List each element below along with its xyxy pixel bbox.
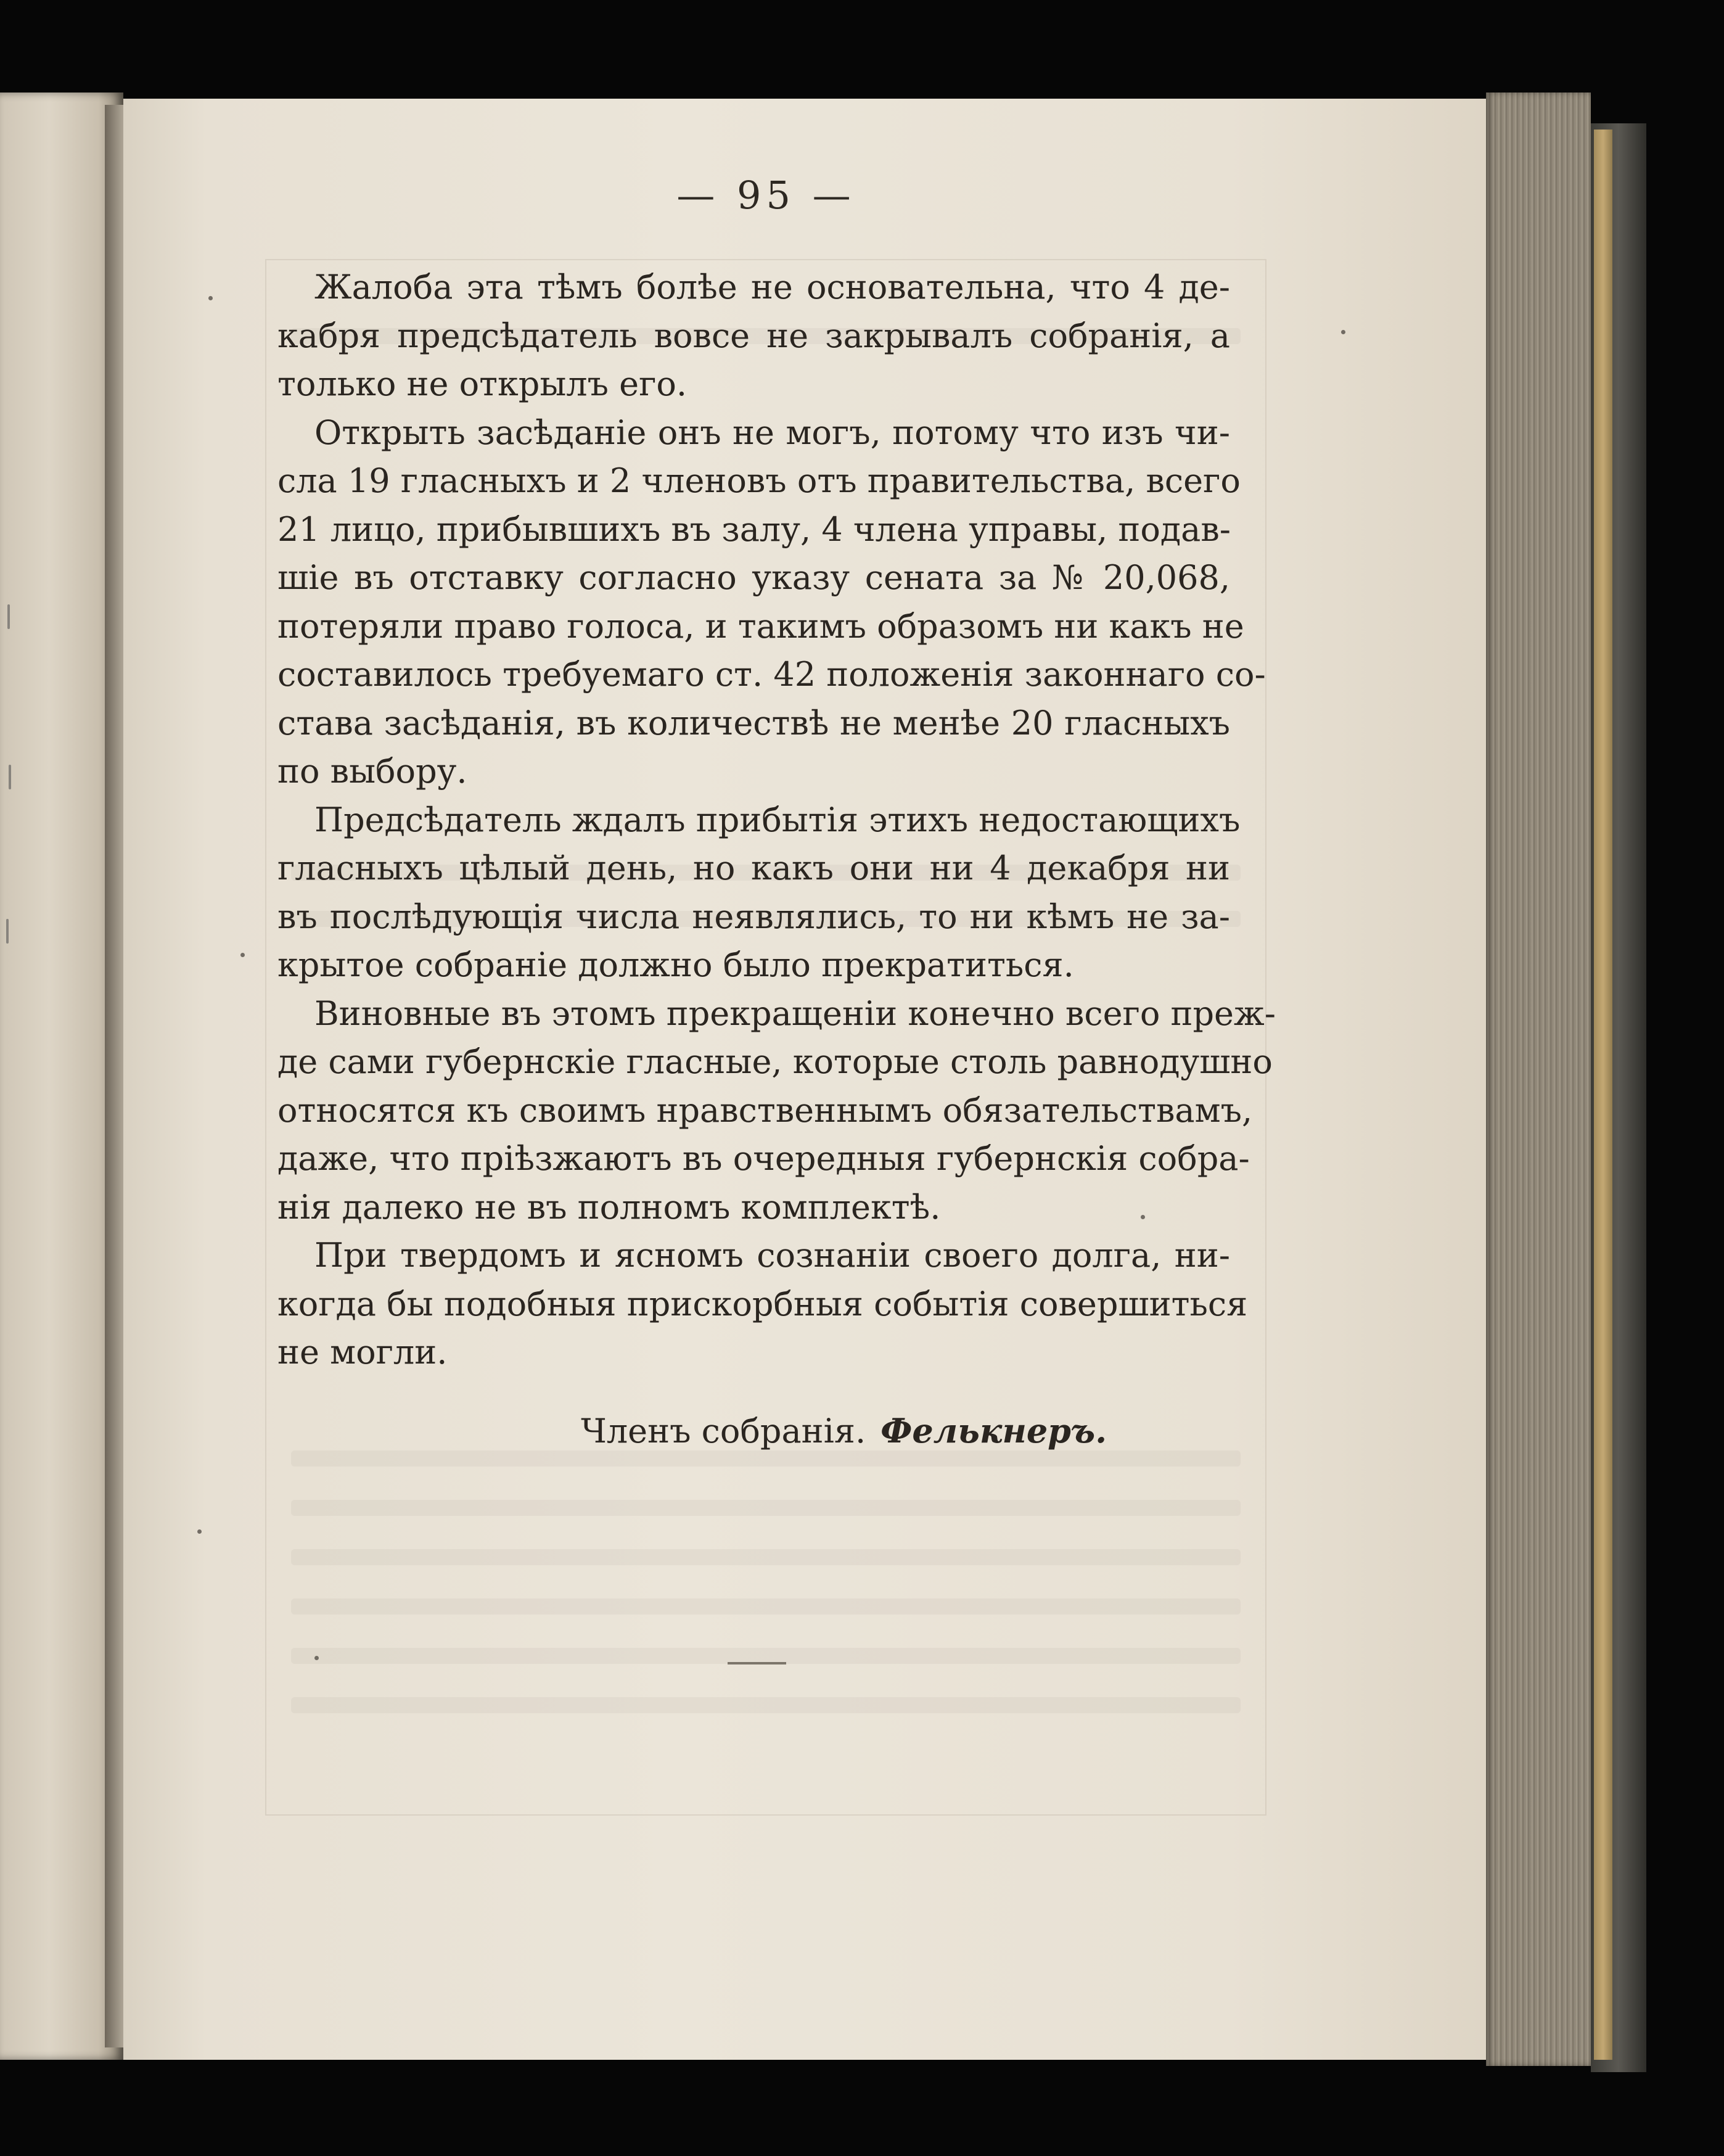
paragraph — [277, 263, 1230, 409]
paragraph — [277, 1232, 1248, 1377]
end-rule — [728, 1662, 786, 1664]
text-line: когда бы подобныя прискорбныя событія совершиться — [277, 1284, 1248, 1323]
text-line: Жалоба эта тѣмъ болѣе не основательна, что 4 де- — [314, 268, 1230, 307]
text-line: кабря предсѣдатель вовсе не закрывалъ собранія, а — [277, 316, 1230, 355]
signature-role: Членъ собранія. — [581, 1411, 866, 1450]
paragraph — [277, 796, 1241, 990]
page-text — [277, 173, 1276, 1450]
text-line: Предсѣдатель ждалъ прибытія этихъ недостающихъ — [314, 800, 1241, 839]
text-line: 21 лицо, прибывшихъ въ залу, 4 члена управы, подав- — [277, 509, 1231, 549]
paper-speck — [314, 1656, 319, 1660]
paper-speck — [240, 953, 245, 957]
text-line: сла 19 гласныхъ и 2 членовъ отъ правительства, всего — [277, 461, 1241, 500]
page-number: — 95 — — [676, 173, 856, 218]
paper-speck — [208, 296, 213, 300]
text-line: нія далеко не въ полномъ комплектѣ. — [277, 1187, 941, 1227]
paragraph — [277, 990, 1276, 1232]
text-line: Виновные въ этомъ прекращеніи конечно всего преж- — [314, 994, 1276, 1033]
text-line: по выбору. — [277, 752, 467, 791]
ink-mark — [7, 604, 10, 629]
ink-mark — [6, 919, 9, 944]
text-line: де сами губернскіе гласные, которые столь равнодушно — [277, 1042, 1273, 1081]
text-line: крытое собраніе должно было прекратиться. — [277, 945, 1074, 984]
ink-mark — [9, 765, 11, 789]
text-line: даже, что пріѣзжаютъ въ очередныя губернскія собра- — [277, 1139, 1250, 1178]
text-line: составилось требуемаго ст. 42 положенія законнаго со- — [277, 655, 1266, 694]
text-line: шіе въ отставку согласно указу сената за № 20,068, — [277, 558, 1230, 597]
signature-name: Фелькнеръ. — [880, 1410, 1107, 1450]
text-line: только не открылъ его. — [277, 364, 688, 403]
text-line: не могли. — [277, 1333, 448, 1372]
cover-spine-band — [1594, 130, 1612, 2060]
text-line: потеряли право голоса, и такимъ образомъ ни какъ не — [277, 606, 1244, 646]
text-line: става засѣданія, въ количествѣ не менѣе 20 гласныхъ — [277, 703, 1230, 743]
paper-speck — [197, 1529, 202, 1534]
text-line: Открыть засѣданіе онъ не могъ, потому что изъ чи- — [314, 413, 1230, 452]
text-line: относятся къ своимъ нравственнымъ обязательствамъ, — [277, 1090, 1253, 1130]
text-line: гласныхъ цѣлый день, но какъ они ни 4 декабря ни — [277, 849, 1230, 887]
text-line: При твердомъ и ясномъ сознаніи своего долга, ни- — [314, 1236, 1230, 1275]
text-line: въ послѣдующія числа неявлялись, то ни кѣмъ не за- — [277, 897, 1230, 936]
paragraph — [277, 409, 1266, 796]
paper-speck — [1341, 330, 1345, 334]
page-edges — [1486, 93, 1591, 2066]
signature-line — [277, 1411, 1230, 1450]
